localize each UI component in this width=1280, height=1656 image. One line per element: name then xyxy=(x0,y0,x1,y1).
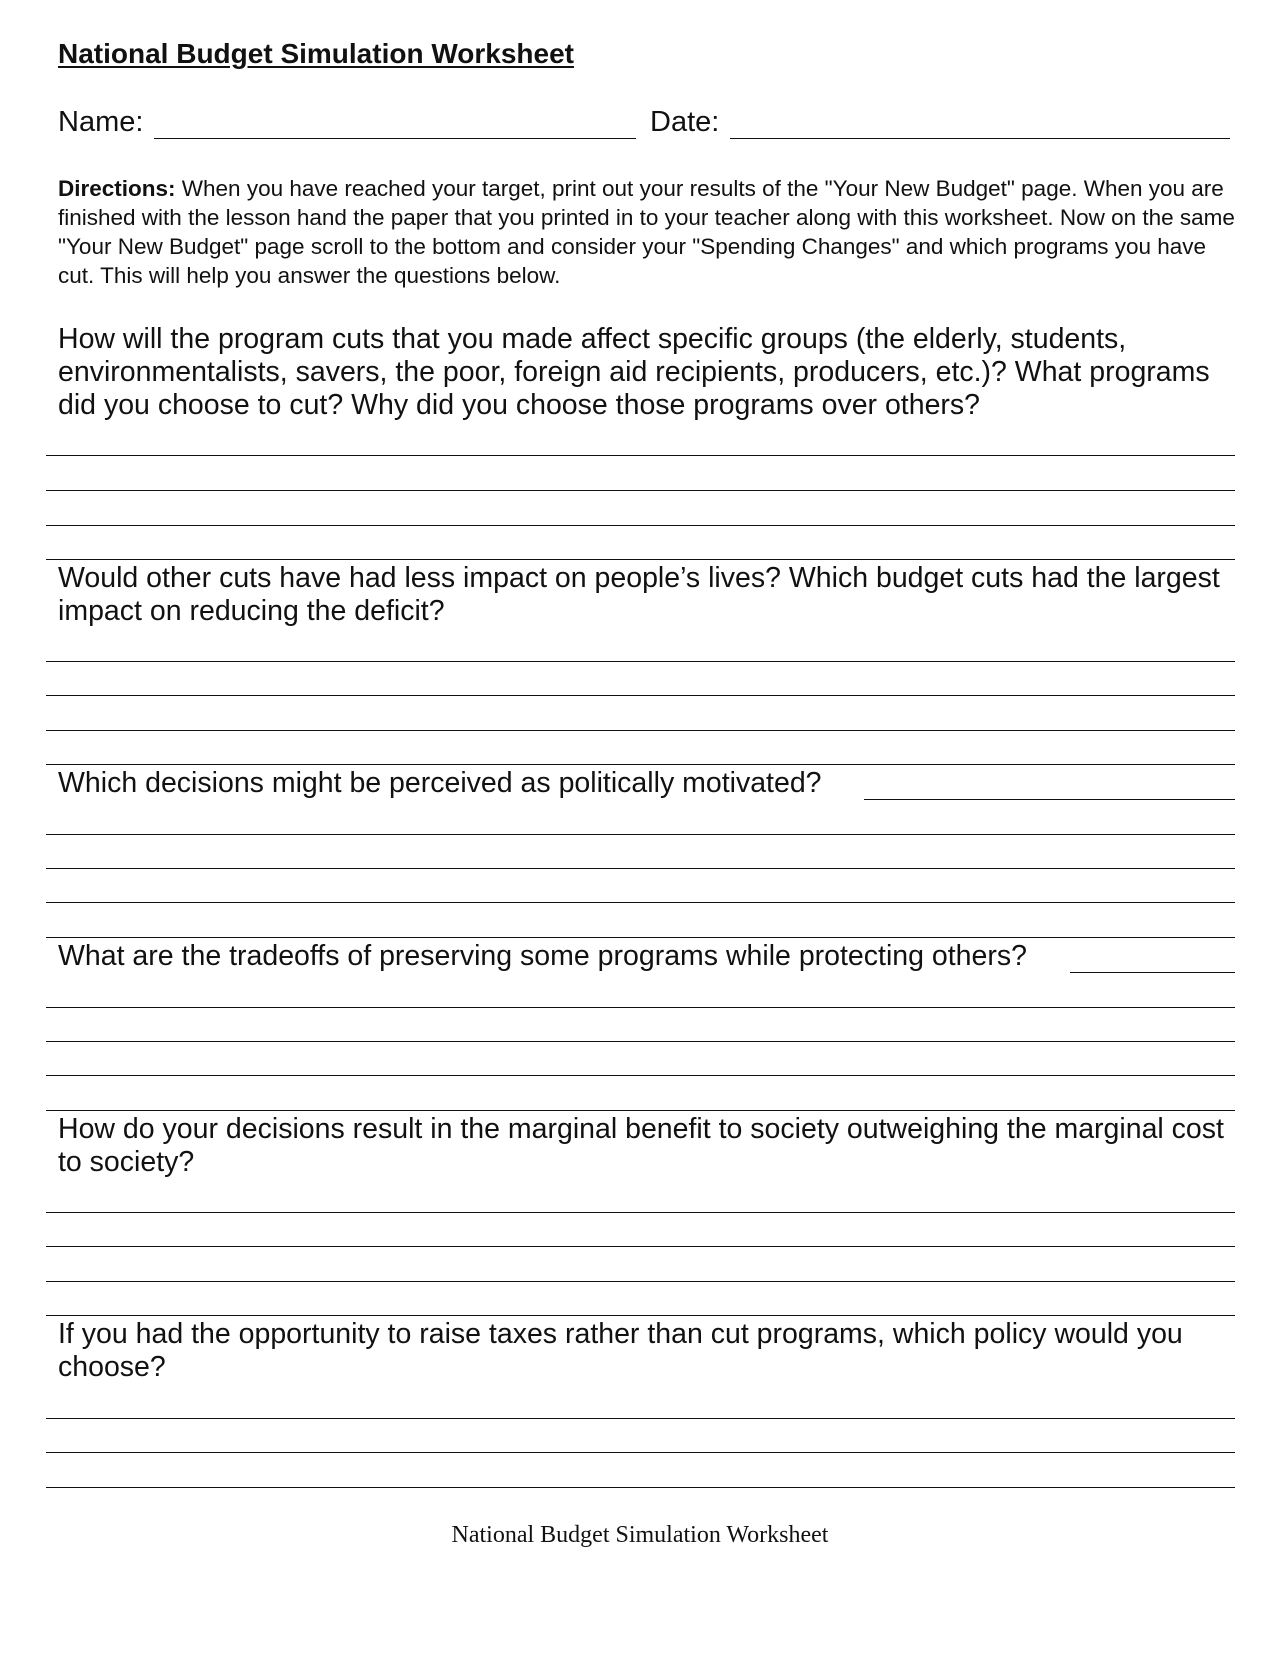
answer-line[interactable] xyxy=(46,1075,1235,1076)
answer-line[interactable] xyxy=(46,1281,1235,1282)
question-3: Which decisions might be perceived as politically motivated? xyxy=(58,767,822,799)
date-label: Date: xyxy=(650,106,720,138)
answer-line[interactable] xyxy=(46,902,1235,903)
answer-line[interactable] xyxy=(46,1041,1235,1042)
answer-line[interactable] xyxy=(46,1315,1235,1316)
answer-inline-line[interactable] xyxy=(1070,972,1235,973)
answer-line[interactable] xyxy=(46,868,1235,869)
page-footer: National Budget Simulation Worksheet xyxy=(451,1522,829,1548)
answer-inline-line[interactable] xyxy=(864,799,1235,800)
answer-line[interactable] xyxy=(46,661,1235,662)
question-6: If you had the opportunity to raise taxes rather than cut programs, which policy would you choose? xyxy=(58,1318,1183,1383)
question-1: How will the program cuts that you made affect specific groups (the elderly, students, environmentalists, savers, the poor, foreign aid recipients, producers, etc.)? What programs did you choose to cut? Why did you choose those programs over others? xyxy=(58,323,1210,421)
answer-line[interactable] xyxy=(46,1212,1235,1213)
answer-line[interactable] xyxy=(46,525,1235,526)
answer-line[interactable] xyxy=(46,455,1235,456)
answer-line[interactable] xyxy=(46,559,1235,560)
name-label: Name: xyxy=(58,106,144,138)
answer-line[interactable] xyxy=(46,834,1235,835)
answer-line[interactable] xyxy=(46,1007,1235,1008)
answer-line[interactable] xyxy=(46,764,1235,765)
answer-line[interactable] xyxy=(46,1418,1235,1419)
directions-lead: Directions: xyxy=(58,176,176,201)
answer-line[interactable] xyxy=(46,937,1235,938)
date-field[interactable] xyxy=(730,138,1230,139)
answer-line[interactable] xyxy=(46,695,1235,696)
answer-line[interactable] xyxy=(46,490,1235,491)
answer-line[interactable] xyxy=(46,1452,1235,1453)
question-5: How do your decisions result in the marginal benefit to society outweighing the marginal cost to society? xyxy=(58,1113,1224,1178)
directions-text: When you have reached your target, print out your results of the "Your New Budget" page. When you are finished with the lesson hand the paper that you printed in to your teacher along with this worksheet. Now on the same "Your New Budget" page scroll to the bottom and consider your "Spending Changes" and which programs you have cut. This will help you answer the questions below. xyxy=(58,176,1235,288)
question-2: Would other cuts have had less impact on people’s lives? Which budget cuts had the largest impact on reducing the deficit? xyxy=(58,562,1220,627)
worksheet-title: National Budget Simulation Worksheet xyxy=(58,38,574,69)
answer-line[interactable] xyxy=(46,1246,1235,1247)
answer-line[interactable] xyxy=(46,730,1235,731)
answer-line[interactable] xyxy=(46,1110,1235,1111)
question-4: What are the tradeoffs of preserving some programs while protecting others? xyxy=(58,940,1027,972)
answer-line[interactable] xyxy=(46,1487,1235,1488)
directions-paragraph xyxy=(58,174,1238,290)
name-field[interactable] xyxy=(154,138,636,139)
